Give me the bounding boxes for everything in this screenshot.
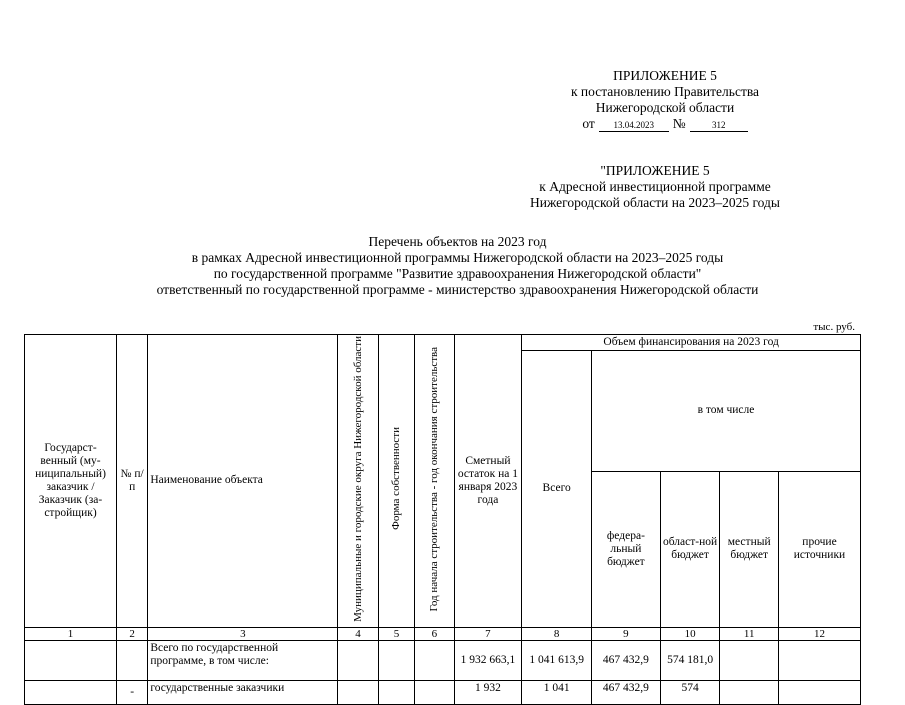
appendix-region: Нижегородской области — [595, 100, 735, 115]
header-federal: федера-льный бюджет — [592, 471, 661, 627]
row-district — [338, 640, 378, 680]
decree-date: 13.04.2023 — [599, 119, 669, 132]
header-total: Всего — [522, 351, 592, 628]
row-total: 1 041 613,9 — [522, 640, 592, 680]
header-years-text: Год начала строительства - год окончания строительства — [428, 346, 441, 612]
row-ownership — [378, 640, 414, 680]
header-including: в том числе — [592, 351, 861, 472]
col-number: 4 — [338, 627, 378, 640]
table-row — [25, 680, 861, 704]
row-num — [116, 640, 147, 680]
title-line-1: Перечень объектов на 2023 год — [368, 234, 547, 249]
col-number: 6 — [415, 627, 454, 640]
column-numbers-row — [25, 627, 861, 640]
decree-number: 312 — [690, 119, 748, 132]
from-label: от — [582, 116, 595, 131]
header-ownership-text: Форма собственности — [390, 427, 403, 531]
row-other — [779, 640, 861, 680]
header-other: прочие источники — [779, 471, 861, 627]
row-federal: 467 432,9 — [592, 640, 661, 680]
header-ownership — [378, 335, 414, 628]
table-row — [25, 640, 861, 680]
row-years — [415, 680, 454, 704]
quote-subtitle: к Адресной инвестиционной программе — [539, 179, 771, 194]
row-customer — [25, 680, 117, 704]
row-num: - — [116, 680, 147, 704]
header-years — [415, 335, 454, 628]
row-regional: 574 181,0 — [660, 640, 720, 680]
col-number: 12 — [779, 627, 861, 640]
row-district — [338, 680, 378, 704]
header-name: Наименование объекта — [148, 335, 338, 628]
quote-region: Нижегородской области на 2023–2025 годы — [530, 195, 780, 210]
title-line-4: ответственный по государственной программе - министерство здравоохранения Нижегородской области — [156, 282, 759, 297]
row-federal: 467 432,9 — [592, 680, 661, 704]
quote-title: "ПРИЛОЖЕНИЕ 5 — [600, 163, 710, 178]
col-number: 7 — [454, 627, 522, 640]
header-district-text: Муниципальные и городские округа Нижегородской области — [352, 336, 365, 622]
row-local — [720, 680, 779, 704]
col-number: 1 — [25, 627, 117, 640]
row-regional: 574 — [660, 680, 720, 704]
col-number: 5 — [378, 627, 414, 640]
row-name: Всего по государственной программе, в том числе: — [148, 640, 338, 680]
decree-reference — [540, 116, 790, 132]
header-local: местный бюджет — [720, 471, 779, 627]
header-regional: област-ной бюджет — [660, 471, 720, 627]
row-name: государственные заказчики — [148, 680, 338, 704]
header-num: № п/п — [116, 335, 147, 628]
appendix-header — [540, 68, 790, 132]
appendix-title: ПРИЛОЖЕНИЕ 5 — [613, 68, 717, 83]
currency-unit: тыс. руб. — [813, 321, 855, 333]
row-customer — [25, 640, 117, 680]
row-ownership — [378, 680, 414, 704]
header-funding-group: Объем финансирования на 2023 год — [522, 335, 861, 351]
header-customer: Государст-венный (му-ниципальный) заказчик / Заказчик (за-стройщик) — [25, 335, 117, 628]
row-local — [720, 640, 779, 680]
row-other — [779, 680, 861, 704]
row-years — [415, 640, 454, 680]
row-total: 1 041 — [522, 680, 592, 704]
col-number: 8 — [522, 627, 592, 640]
col-number: 11 — [720, 627, 779, 640]
row-estimate: 1 932 663,1 — [454, 640, 522, 680]
row-estimate: 1 932 — [454, 680, 522, 704]
col-number: 9 — [592, 627, 661, 640]
number-label: № — [672, 116, 686, 131]
title-line-3: по государственной программе "Развитие здравоохранения Нижегородской области" — [213, 266, 702, 281]
col-number: 3 — [148, 627, 338, 640]
objects-table — [24, 334, 861, 705]
document-title — [40, 234, 875, 298]
col-number: 2 — [116, 627, 147, 640]
col-number: 10 — [660, 627, 720, 640]
title-line-2: в рамках Адресной инвестиционной программы Нижегородской области на 2023–2025 годы — [191, 250, 724, 265]
appendix-subtitle: к постановлению Правительства — [570, 84, 760, 99]
header-estimate: Сметный остаток на 1 января 2023 года — [454, 335, 522, 628]
header-district — [338, 335, 378, 628]
header-row-1 — [25, 335, 861, 351]
appendix-quote — [500, 163, 810, 211]
